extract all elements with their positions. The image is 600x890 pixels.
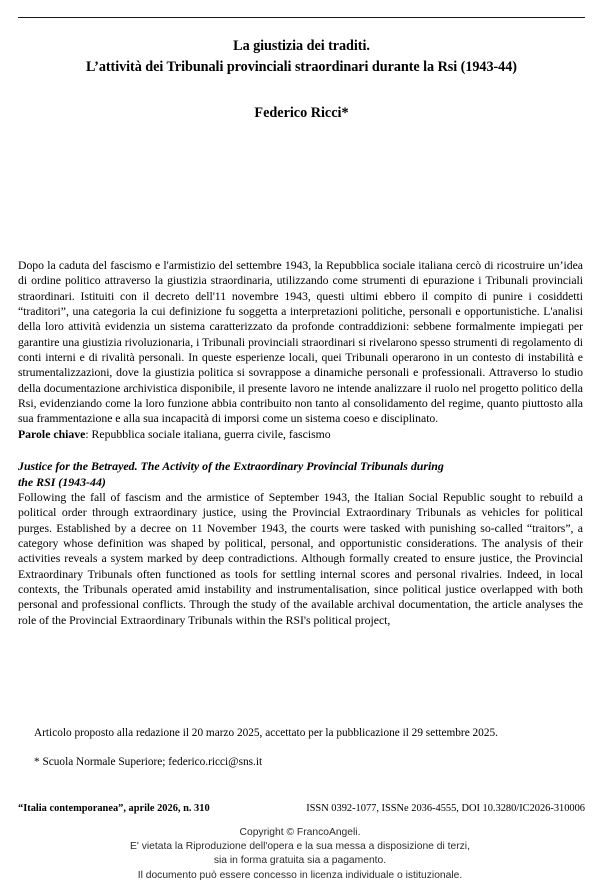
page-title-line-1: La giustizia dei traditi. bbox=[233, 38, 370, 54]
title-block bbox=[18, 36, 585, 123]
keywords-value: Repubblica sociale italiana, guerra civile, fascismo bbox=[91, 427, 331, 441]
author-name: Federico Ricci* bbox=[254, 105, 349, 121]
abstract-english-text: Following the fall of fascism and the armistice of September 1943, the Italian Social Republic sought to rebuild a political order through extraordinary justice, using the Provincial Extraordinary Tribunals as vehicles for political purges. Established by a decree on 11 November 1943, the courts were tasked with punishing so-called “traitors”, a category whose definition was shaped by political, personal, and opportunistic considerations. The analysis of their activities reveals a system marked by deep contradictions. Although formally created to ensure justice, the Provincial Extraordinary Tribunals often functioned as tools for settling internal scores and personal rivalries. Indeed, in local contexts, the Tribunals operated amid instability and instrumentalisation, since political justice overlapped with both personal and professional conflicts. Through the study of the available archival documentation, the article analyses the role of the Provincial Extraordinary Tribunals within the RSI's political project, bbox=[18, 490, 583, 627]
abstract-english-heading bbox=[18, 459, 583, 490]
journal-issue-info: “Italia contemporanea”, aprile 2026, n. 310 bbox=[18, 803, 210, 814]
copyright-line-3: sia in forma gratuita sia a pagamento. bbox=[213, 855, 387, 867]
abstract-english-block bbox=[18, 459, 583, 628]
abstract-english-heading-line-1: Justice for the Betrayed. The Activity of the Extraordinary Provincial Tribunals during bbox=[18, 459, 444, 474]
submission-note: Articolo proposto alla redazione il 20 marzo 2025, accettato per la pubblicazione il 29 settembre 2025. bbox=[34, 727, 498, 739]
keywords-separator: : bbox=[85, 427, 92, 441]
header-rule bbox=[18, 17, 585, 18]
copyright-line-2: E' vietata la Riproduzione dell'opera e la sua messa a disposizione di terzi, bbox=[130, 841, 470, 853]
journal-identifiers: ISSN 0392-1077, ISSNe 2036-4555, DOI 10.3280/IC2026-310006 bbox=[306, 803, 585, 814]
page-title-line-2: L’attività dei Tribunali provinciali straordinari durante la Rsi (1943-44) bbox=[86, 59, 517, 75]
author-affiliation-note: * Scuola Normale Superiore; federico.ricci@sns.it bbox=[34, 755, 263, 768]
keywords-label: Parole chiave bbox=[18, 427, 86, 441]
abstract-english-heading-line-2: the RSI (1943-44) bbox=[18, 474, 106, 489]
copyright-line-4: Il documento può essere concesso in licenza individuale o istituzionale. bbox=[137, 869, 463, 881]
footnote-block bbox=[18, 726, 583, 770]
keywords-line bbox=[18, 427, 583, 442]
journal-footer bbox=[18, 802, 585, 816]
abstract-italian-text: Dopo la caduta del fascismo e l'armistizio del settembre 1943, la Repubblica sociale italiana cercò di ricostruire un’idea di ordine politico attraverso la giustizia straordinaria, utilizzando come strumenti di epurazione i Tribunali provinciali straordinari. Istituiti con il decreto dell'11 novembre 1943, questi ultimi ebbero il compito di punire i cosiddetti “traditori”, una categoria la cui definizione fu soggetta a interpretazioni politiche, personali e opportunistiche. L'analisi della loro attività evidenzia un sistema caratterizzato da profonde contraddizioni: sebbene formalmente impiegati per garantire una giustizia rivoluzionaria, i Tribunali provinciali straordinari si rivelarono spesso strumenti di regolamento di conti interni e di rivalità personali. In queste esperienze locali, quei Tribunali operarono in un contesto di instabilità e strumentalizzazioni, dove la giustizia politica si sovrappose a dinamiche personali e professionali. Attraverso lo studio della documentazione archivistica disponibile, il presente lavoro ne intende analizzare il ruolo nel progetto politico della Rsi, evidenziando come la loro funzione abbia contribuito non tanto al consolidamento del regime, quanto piuttosto alla sua frammentazione e alla sua incapacità di imporsi come un sistema coeso e disciplinato. bbox=[18, 259, 583, 426]
copyright-line-1: Copyright © FrancoAngeli. bbox=[239, 827, 361, 838]
abstract-area bbox=[18, 258, 583, 628]
copyright-stamp bbox=[0, 826, 600, 883]
